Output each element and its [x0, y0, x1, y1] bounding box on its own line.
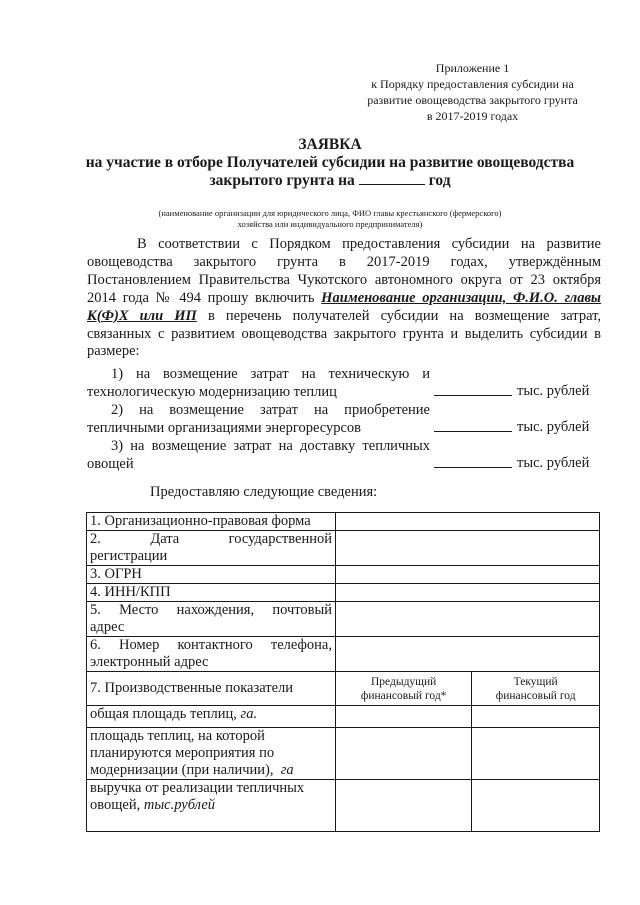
organization-name-field[interactable]: Наименование организации, Ф.И.О. главы [321, 289, 601, 306]
note-line: хозяйства или индивидуального предпринимателя) [237, 219, 423, 229]
appendix-line: в 2017-2019 годах [426, 109, 519, 123]
value-cell[interactable] [336, 531, 600, 566]
amount-unit: тыс. рублей [517, 419, 590, 435]
paragraph-line: В соответствии с Порядком предоставления субсидии на развитие [137, 236, 601, 252]
amount-blank-field[interactable] [434, 467, 512, 468]
row-label: 2. Дата государственной регистрации [87, 531, 336, 566]
value-cell[interactable] [336, 637, 600, 672]
row-label: 1. Организационно-правовая форма [87, 513, 336, 531]
table-row [87, 566, 600, 584]
row-label: 5. Место нахождения, почтовый адрес [87, 602, 336, 637]
amount-blank-field[interactable] [434, 395, 512, 396]
title-text: год [428, 172, 451, 189]
table-header-row [87, 672, 600, 706]
table-row [87, 728, 600, 780]
title-line: на участие в отборе Получателей субсидии на развитие овощеводства [85, 154, 575, 171]
year-blank-field[interactable] [359, 172, 425, 185]
table-row [87, 513, 600, 531]
subsidy-item [87, 366, 607, 402]
value-cell[interactable] [336, 602, 600, 637]
row-label: 7. Производственные показатели [87, 672, 336, 706]
value-cell-current-year[interactable] [472, 780, 600, 832]
amount-unit: тыс. рублей [517, 383, 590, 399]
paragraph-text: 2014 года № 494 прошу включить [87, 289, 315, 306]
subsidy-item [87, 402, 607, 438]
row-label: 3. ОГРН [87, 566, 336, 584]
subsidy-text: 3) на возмещение затрат на доставку тепличных [111, 438, 430, 454]
appendix-line: развитие овощеводства закрытого грунта [367, 93, 578, 107]
paragraph-line [87, 308, 601, 326]
subsidy-item [87, 438, 607, 474]
table-row [87, 602, 600, 637]
title-line: ЗАЯВКА [298, 136, 362, 153]
amount-blank-field[interactable] [434, 431, 512, 432]
value-cell-previous-year[interactable] [336, 706, 472, 728]
column-header-previous-year: Предыдущий финансовый год* [336, 672, 472, 706]
organization-name-field[interactable]: К(Ф)Х или ИП [87, 307, 197, 324]
row-label: площадь теплиц, на которой планируются мероприятия по модернизации (при наличии), га [87, 728, 336, 780]
subsidy-text: 2) на возмещение затрат на приобретение [111, 402, 430, 418]
subsidy-text: 1) на возмещение затрат на техническую и [111, 366, 430, 382]
paragraph-text: в перечень получателей субсидии на возмещение затрат, [207, 307, 602, 324]
table-row [87, 531, 600, 566]
name-footnote [90, 208, 570, 230]
paragraph-line [87, 290, 601, 308]
subsidy-text: овощей [87, 455, 134, 472]
document-title [60, 136, 600, 190]
row-label: общая площадь теплиц, га. [87, 706, 336, 728]
table-row [87, 637, 600, 672]
column-header-current-year: Текущий финансовый год [472, 672, 600, 706]
table-row [87, 584, 600, 602]
value-cell-current-year[interactable] [472, 706, 600, 728]
request-paragraph [87, 236, 601, 361]
title-text: закрытого грунта на [209, 172, 355, 189]
paragraph-line: овощеводства закрытого грунта в 2017-2019 годах, утверждённым [87, 253, 601, 270]
row-label: 4. ИНН/КПП [87, 584, 336, 602]
subsidy-text: тепличными организациями энергоресурсов [87, 419, 362, 436]
row-label: выручка от реализации тепличных овощей, тыс.рублей [87, 780, 336, 832]
value-cell-previous-year[interactable] [336, 780, 472, 832]
value-cell[interactable] [336, 566, 600, 584]
amount-unit: тыс. рублей [517, 455, 590, 471]
row-label: 6. Номер контактного телефона, электронный адрес [87, 637, 336, 672]
info-table [86, 512, 600, 832]
title-line [60, 172, 600, 190]
note-line: (наименование организации для юридического лица, ФИО главы крестьянского (фермерского) [158, 208, 502, 218]
value-cell[interactable] [336, 513, 600, 531]
appendix-header [340, 60, 605, 124]
subsidy-text: технологическую модернизацию теплиц [87, 383, 337, 400]
appendix-line: к Порядку предоставления субсидии на [371, 77, 574, 91]
table-row [87, 706, 600, 728]
table-row [87, 780, 600, 832]
paragraph-line: размере: [87, 343, 140, 360]
paragraph-line: связанных с развитием овощеводства закрытого грунта и выделить субсидии в [87, 325, 601, 342]
subsidy-list [87, 366, 607, 474]
value-cell-previous-year[interactable] [336, 728, 472, 780]
value-cell[interactable] [336, 584, 600, 602]
appendix-line: Приложение 1 [435, 61, 510, 75]
value-cell-current-year[interactable] [472, 728, 600, 780]
paragraph-line: Постановлением Правительства Чукотского автономного округа от 23 октября [87, 271, 601, 288]
provide-info-heading: Предоставляю следующие сведения: [150, 484, 378, 500]
